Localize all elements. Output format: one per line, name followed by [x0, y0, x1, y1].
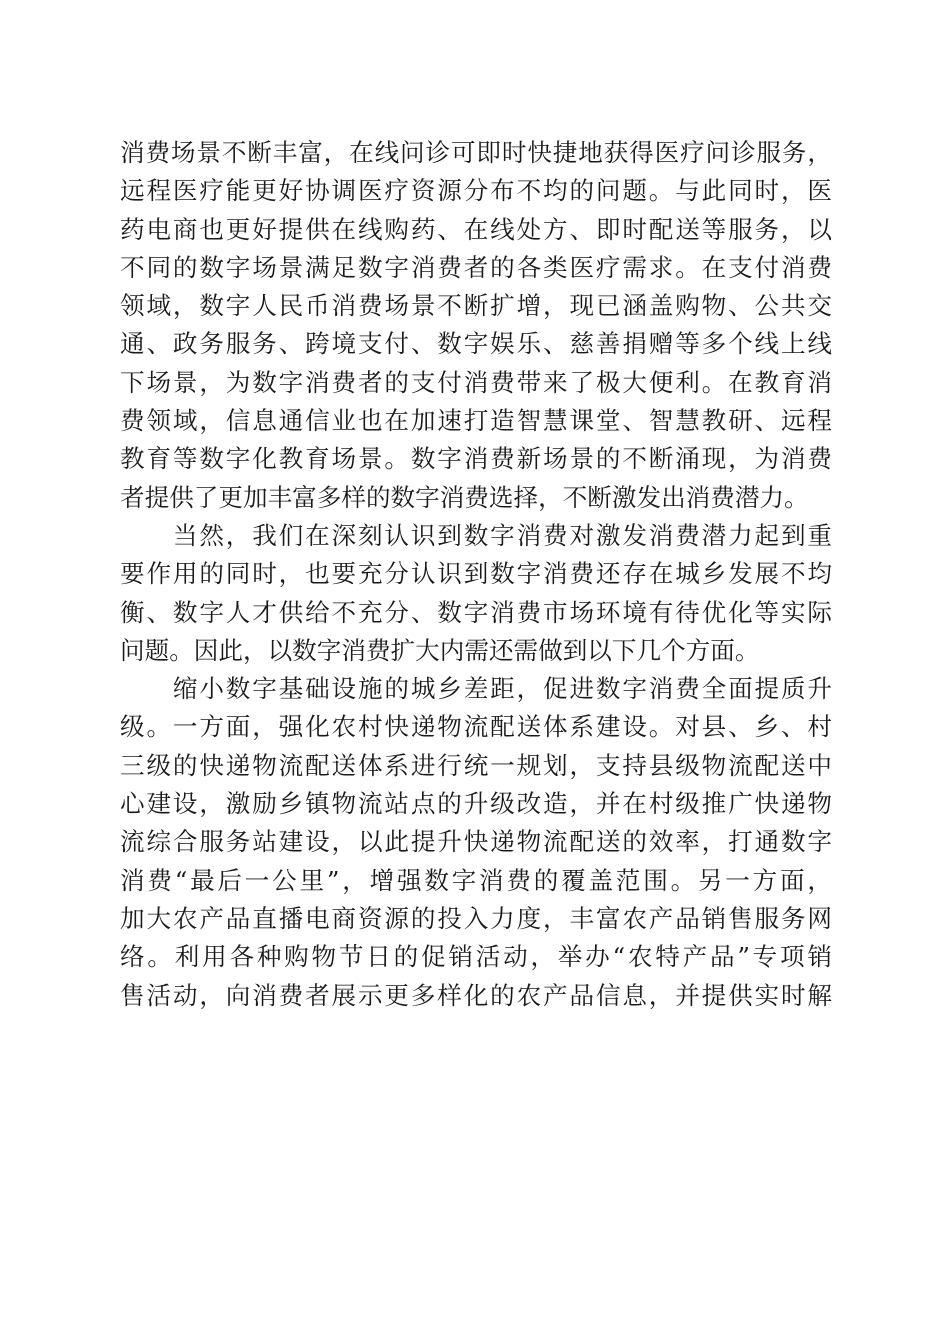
text-line: 售活动，向消费者展示更多样化的农产品信息，并提供实时解 [120, 980, 832, 1010]
text-line-last: 问题。因此，以数字消费扩大内需还需做到以下几个方面。 [120, 635, 760, 665]
paragraph-2 [120, 517, 832, 670]
text-line: 药电商也更好提供在线购药、在线处方、即时配送等服务，以 [120, 214, 832, 244]
text-line: 领域，数字人民币消费场景不断扩增，现已涵盖购物、公共交 [120, 291, 832, 321]
text-line: 下场景，为数字消费者的支付消费带来了极大便利。在教育消 [120, 367, 832, 397]
text-line: 络。利用各种购物节日的促销活动，举办“农特产品”专项销 [120, 942, 832, 972]
text-line: 当然，我们在深刻认识到数字消费对激发消费潜力起到重 [120, 520, 832, 550]
text-line: 缩小数字基础设施的城乡差距，促进数字消费全面提质升 [120, 674, 832, 704]
text-line: 流综合服务站建设，以此提升快递物流配送的效率，打通数字 [120, 827, 832, 857]
text-line-last: 者提供了更加丰富多样的数字消费选择，不断激发出消费潜力。 [120, 482, 809, 512]
body-text [120, 134, 832, 1015]
text-line: 不同的数字场景满足数字消费者的各类医疗需求。在支付消费 [120, 252, 832, 282]
paragraph-1 [120, 134, 832, 517]
text-line: 级。一方面，强化农村快递物流配送体系建设。对县、乡、村 [120, 712, 832, 742]
text-line: 通、政务服务、跨境支付、数字娱乐、慈善捐赠等多个线上线 [120, 329, 832, 359]
paragraph-3 [120, 670, 832, 1015]
text-line: 消费场景不断丰富，在线问诊可即时快捷地获得医疗问诊服务， [120, 138, 832, 167]
text-line: 要作用的同时，也要充分认识到数字消费还存在城乡发展不均 [120, 559, 832, 589]
text-line: 加大农产品直播电商资源的投入力度，丰富农产品销售服务网 [120, 903, 832, 933]
text-line: 三级的快递物流配送体系进行统一规划，支持县级物流配送中 [120, 750, 832, 780]
text-line: 远程医疗能更好协调医疗资源分布不均的问题。与此同时，医 [120, 176, 832, 206]
text-line: 教育等数字化教育场景。数字消费新场景的不断涌现，为消费 [120, 444, 832, 474]
text-line: 心建设，激励乡镇物流站点的升级改造，并在村级推广快递物 [120, 789, 832, 819]
text-line: 费领域，信息通信业也在加速打造智慧课堂、智慧教研、远程 [120, 406, 832, 436]
text-line: 消费“最后一公里”，增强数字消费的覆盖范围。另一方面， [120, 865, 832, 895]
text-line: 衡、数字人才供给不充分、数字消费市场环境有待优化等实际 [120, 597, 832, 627]
